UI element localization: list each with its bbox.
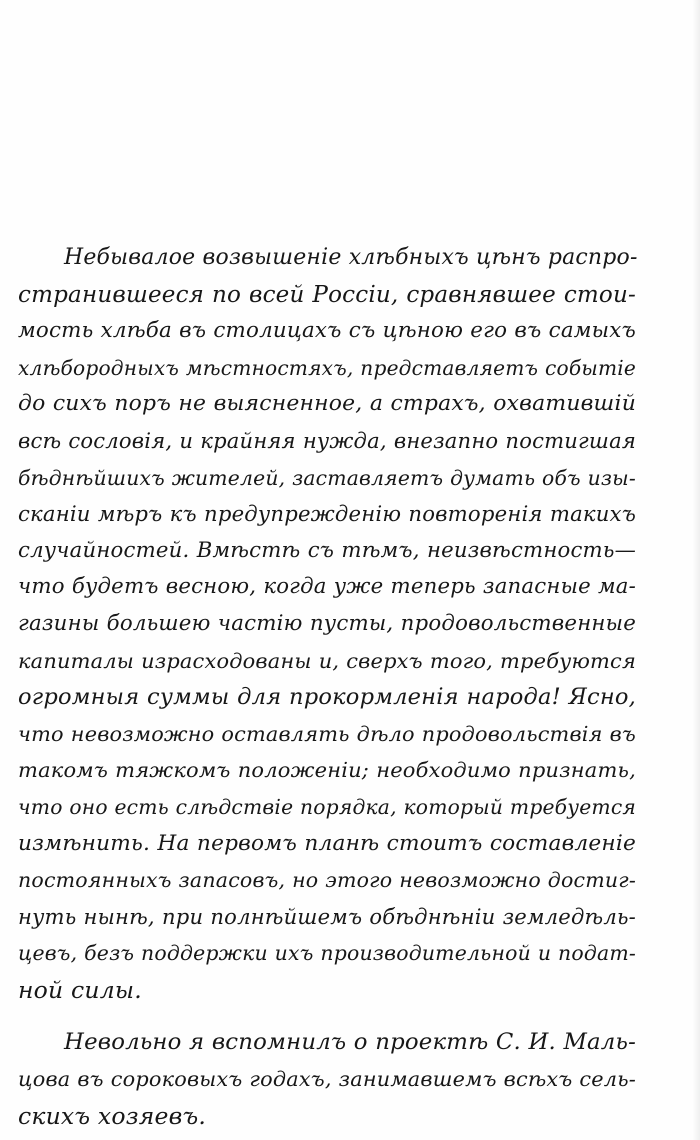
text-line: измѣнить. На первомъ планѣ стоитъ составленіе [18,830,636,856]
text-line: бѣднѣйшихъ жителей, заставляетъ думать объ изы- [18,465,636,490]
text-line: нуть нынѣ, при полнѣйшемъ обѣднѣніи земледѣль- [18,903,636,929]
text-line: всѣ сословія, и крайняя нужда, внезапно постигшая [18,427,636,453]
text-line: странившееся по всей Россіи, сравнявшее стои- [18,281,636,308]
scan-edge-shadow [692,0,700,1140]
text-line: мость хлѣба въ столицахъ съ цѣною его въ самыхъ [18,318,636,344]
text-line: постоянныхъ запасовъ, но этого невозможно достиг- [18,868,636,893]
paragraph-1 [18,240,636,1008]
text-line: что будетъ весною, когда уже теперь запасные ма- [18,574,636,600]
text-line: газины большею частію пусты, продовольственные [18,610,636,636]
text-line: цевъ, безъ поддержки ихъ производительной и подат- [18,941,636,966]
text-line: скихъ хозяевъ. [18,1101,207,1130]
text-line: Невольно я вспомнилъ о проектѣ С. И. Маль- [64,1029,636,1056]
paragraph-spacer [18,1008,636,1024]
text-line: случайностей. Вмѣстѣ съ тѣмъ, неизвѣстность— [18,537,636,563]
text-line: капиталы израсходованы и, сверхъ того, требуются [18,648,636,673]
text-line: хлѣбородныхъ мѣстностяхъ, представляетъ событіе [18,355,636,380]
text-line: огромныя суммы для прокормленія народа! Ясно, [18,684,636,711]
text-line: до сихъ поръ не выясненное, а страхъ, охватившій [18,391,636,417]
body-text [18,240,636,1134]
text-line: Небывалое возвышеніе хлѣбныхъ цѣнъ распро- [64,245,638,270]
text-line: цова въ сороковыхъ годахъ, занимавшемъ всѣхъ сель- [18,1067,636,1092]
text-line: что оно есть слѣдствіе порядка, который требуется [18,794,636,819]
text-line: что невозможно оставлять дѣло продовольствія въ [18,721,636,746]
paragraph-2 [18,1024,636,1134]
text-line: ной силы. [18,975,142,1004]
text-line: такомъ тяжкомъ положеніи; необходимо признать, [18,758,636,783]
text-line: сканіи мѣръ къ предупрежденію повторенія такихъ [18,501,636,527]
